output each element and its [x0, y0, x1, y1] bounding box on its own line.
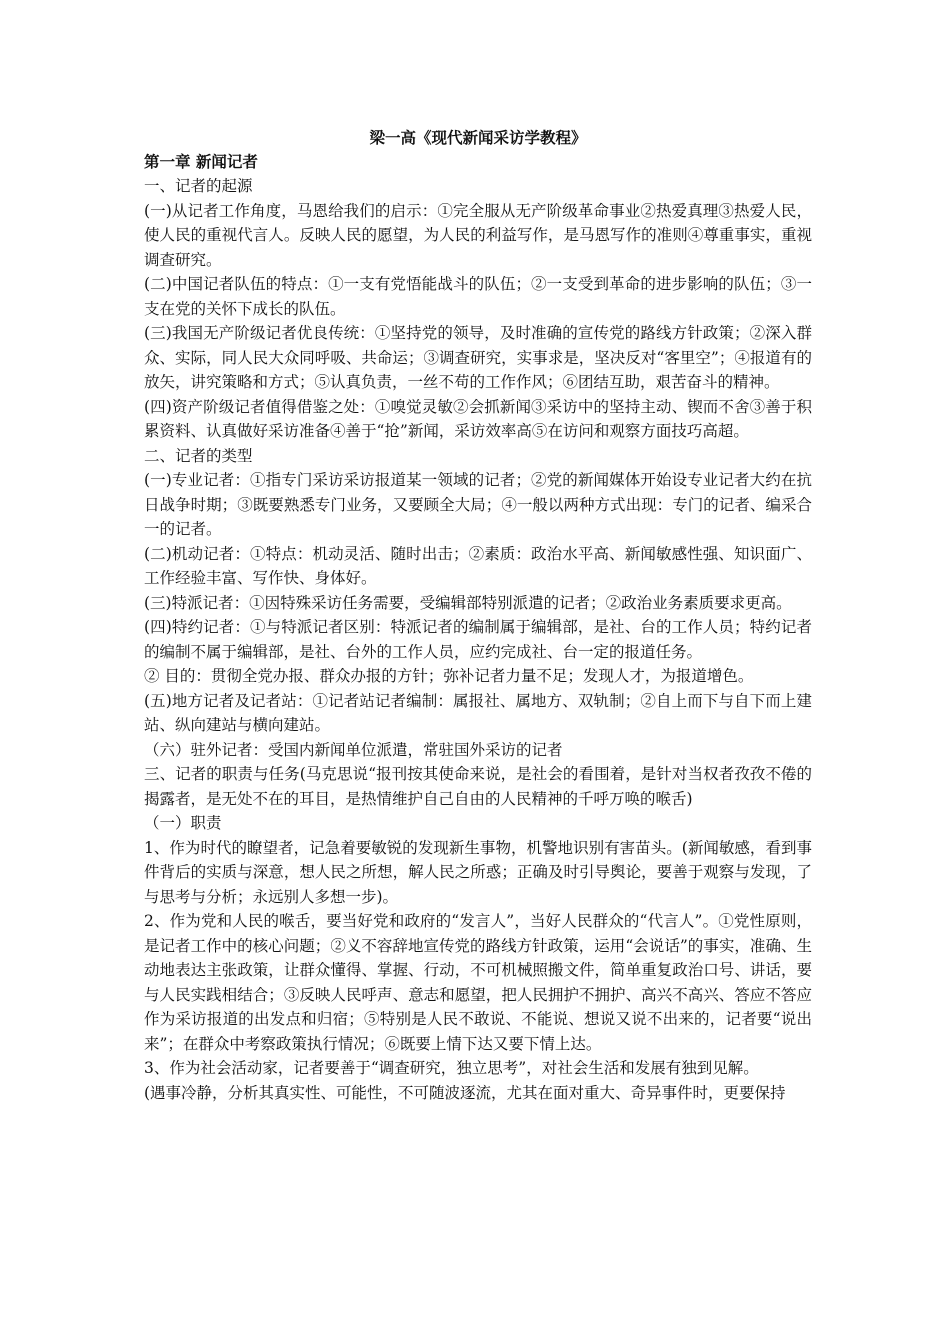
paragraph: (二)机动记者：①特点：机动灵活、随时出击；②素质：政治水平高、新闻敏感性强、知识面广、工作经验丰富、写作快、身体好。: [144, 544, 812, 587]
paragraph: (四)资产阶级记者值得借鉴之处：①嗅觉灵敏②会抓新闻③采访中的坚持主动、锲而不舍③善于积累资料、认真做好采访准备④善于“抢”新闻，采访效率高⑤在访问和观察方面技巧高超。: [144, 397, 812, 440]
section-heading: 三、记者的职责与任务(马克思说“报刊按其使命来说，是社会的看围着，是针对当权者孜孜不倦的揭露者，是无处不在的耳目，是热情维护自己自由的人民精神的千呼万唤的喉舌): [144, 765, 812, 808]
paragraph: (三)我国无产阶级记者优良传统：①坚持党的领导，及时准确的宣传党的路线方针政策；②深入群众、实际，同人民大众同呼吸、共命运；③调查研究，实事求是，坚决反对“客里空”；④报道有的放矢，讲究策略和方式；⑤认真负责，一丝不苟的工作作风；⑥团结互助，艰苦奋斗的精神。: [144, 324, 812, 391]
paragraph: 2、作为党和人民的喉舌，要当好党和政府的“发言人”，当好人民群众的“代言人”。①党性原则，是记者工作中的核心问题；②义不容辞地宣传党的路线方针政策，运用“会说话”的事实，准确、生动地表达主张政策，让群众懂得、掌握、行动，不可机械照搬文件，简单重复政治口号、讲话，要与人民实践相结合；③反映人民呼声、意志和愿望，把人民拥护不拥护、高兴不高兴、答应不答应作为采访报道的出发点和归宿；⑤特别是人民不敢说、不能说、想说又说不出来的，记者要“说出来”；在群众中考察政策执行情况；⑥既要上情下达又要下情上达。: [144, 912, 812, 1053]
paragraph: (遇事冷静，分析其真实性、可能性，不可随波逐流，尤其在面对重大、奇异事件时，更要保持: [144, 1083, 786, 1102]
paragraph: (一)从记者工作角度，马恩给我们的启示：①完全服从无产阶级革命事业②热爱真理③热爱人民，使人民的重视代言人。反映人民的愿望，为人民的利益写作，是马恩写作的准则④尊重事实，重视调查研究。: [144, 201, 812, 269]
paragraph: (四)特约记者：①与特派记者区别：特派记者的编制属于编辑部，是社、台的工作人员；特约记者的编制不属于编辑部，是社、台外的工作人员，应约完成社、台一定的报道任务。: [144, 618, 812, 661]
document-title: 梁一高《现代新闻采访学教程》: [369, 129, 587, 147]
section-heading: 一、记者的起源: [144, 177, 253, 195]
section-heading: 二、记者的类型: [144, 446, 253, 465]
paragraph: （六）驻外记者：受国内新闻单位派遣，常驻国外采访的记者: [144, 740, 563, 759]
paragraph: 1、作为时代的瞭望者，记急着要敏锐的发现新生事物，机警地识别有害苗头。(新闻敏感，看到事件背后的实质与深意，想人民之所想，解人民之所惑；正确及时引导舆论，要善于观察与发现，了与思考与分析；永远别人多想一步)。: [144, 838, 812, 906]
paragraph: (二)中国记者队伍的特点：①一支有党悟能战斗的队伍；②一支受到革命的进步影响的队伍；③一支在党的关怀下成长的队伍。: [144, 275, 812, 318]
subsection-heading: （一）职责: [144, 814, 222, 832]
paragraph: 3、作为社会活动家，记者要善于“调查研究，独立思考”，对社会生活和发展有独到见解。: [144, 1059, 759, 1077]
paragraph: (五)地方记者及记者站：①记者站记者编制：属报社、属地方、双轨制；②自上而下与自下而上建站、纵向建站与横向建站。: [144, 691, 812, 734]
document-body: [144, 126, 812, 1105]
chapter-heading: 第一章 新闻记者: [144, 153, 258, 171]
paragraph: (三)特派记者：①因特殊采访任务需要，受编辑部特别派遣的记者；②政治业务素质要求更高。: [144, 593, 792, 612]
paragraph: ② 目的：贯彻全党办报、群众办报的方针；弥补记者力量不足；发现人才，为报道增色。: [144, 667, 754, 685]
paragraph: (一)专业记者：①指专门采访采访报道某一领域的记者；②党的新闻媒体开始设专业记者大约在抗日战争时期；③既要熟悉专门业务，又要顾全大局；④一般以两种方式出现：专门的记者、编采合一的记者。: [144, 471, 812, 538]
